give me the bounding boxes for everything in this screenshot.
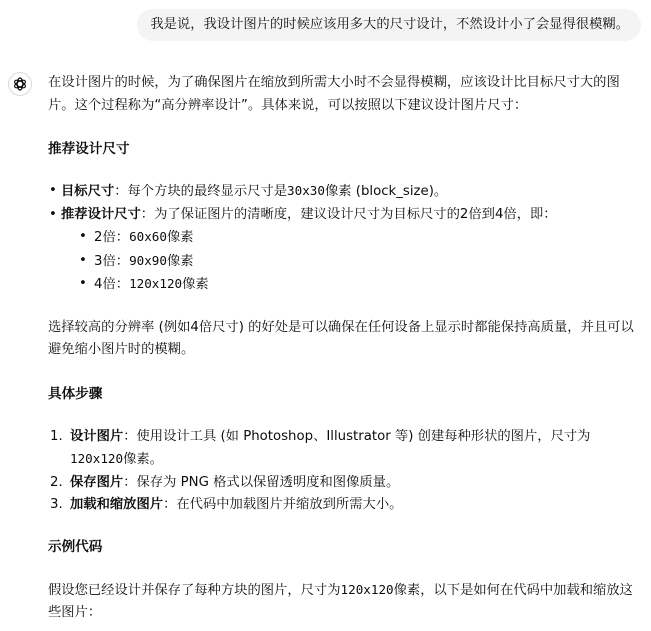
size-multiplier-list bbox=[61, 226, 642, 297]
list-item-text: 每个方块的最终显示尺寸是 bbox=[127, 184, 288, 199]
inline-code: 120x120 bbox=[70, 451, 124, 466]
step-number: 1. bbox=[50, 428, 63, 444]
sub-bullet-marker: • bbox=[79, 252, 87, 268]
step-number: 2. bbox=[50, 474, 63, 490]
step-text: 使用设计工具 (如 Photoshop、Illustrator 等) 创建每种形状的图片，尺寸为 bbox=[136, 428, 591, 444]
bullet-marker: • bbox=[49, 183, 57, 198]
sub-bullet-marker: • bbox=[79, 276, 87, 291]
step-separator: ： bbox=[123, 428, 137, 444]
sub-list-item-suffix: 像素 bbox=[182, 277, 209, 292]
step-item bbox=[48, 472, 642, 495]
section-heading-example-code: 示例代码 bbox=[48, 538, 103, 555]
step-text-post: 像素。 bbox=[123, 452, 163, 467]
sub-list-item-suffix: 像素 bbox=[166, 253, 194, 269]
sub-list-item bbox=[61, 250, 642, 274]
example-text: 假设您已经设计并保存了每种方块的图片，尺寸为 bbox=[48, 582, 341, 598]
step-text: 在代码中加载图片并缩放到所需大小。 bbox=[176, 497, 403, 512]
list-item-separator: ： bbox=[140, 206, 155, 222]
intro-paragraph: 在设计图片的时候，为了确保图片在缩放到所需大小时不会显得模糊，应该设计比目标尺寸大的图片。这个过程称为“高分辨率设计”。具体来说，可以按照以下建议设计图片尺寸： bbox=[48, 75, 620, 113]
inline-code: 120x120 bbox=[340, 581, 394, 597]
user-message-bubble: 我是说，我设计图片的时候应该用多大的尺寸设计，不然设计小了会显得很模糊。 bbox=[137, 9, 641, 41]
inline-code: 90x90 bbox=[129, 252, 167, 268]
step-label: 加载和缩放图片 bbox=[70, 497, 164, 512]
sub-list-item-suffix: 像素 bbox=[166, 230, 194, 245]
step-label: 保存图片 bbox=[70, 474, 124, 490]
step-label: 设计图片 bbox=[70, 428, 124, 444]
list-item bbox=[48, 180, 642, 204]
example-text-post: 像素，以下是如何在代码中加载和缩放这些图片： bbox=[48, 582, 633, 620]
chatgpt-logo-icon bbox=[8, 72, 32, 96]
resolution-paragraph: 选择较高的分辨率 (例如4倍尺寸) 的好处是可以确保在任何设备上显示时都能保持高质量，并且可以避免缩小图片时的模糊。 bbox=[48, 319, 634, 357]
list-item-separator: ： bbox=[114, 184, 128, 199]
sub-list-item-prefix: 2倍： bbox=[94, 230, 130, 245]
section-heading-steps: 具体步骤 bbox=[48, 385, 103, 402]
list-item bbox=[48, 204, 642, 297]
chatgpt-logo-glyph bbox=[12, 76, 28, 92]
sub-list-item bbox=[61, 273, 642, 297]
step-item bbox=[48, 426, 642, 472]
step-item bbox=[48, 494, 642, 517]
example-code-paragraph bbox=[48, 579, 642, 625]
step-number: 3. bbox=[50, 497, 63, 512]
steps-list bbox=[48, 426, 642, 517]
step-separator: ： bbox=[163, 497, 177, 512]
recommended-size-list bbox=[48, 180, 642, 297]
bullet-marker: • bbox=[49, 206, 57, 222]
inline-code: 120x120 bbox=[129, 276, 183, 291]
sub-list-item-prefix: 3倍： bbox=[94, 253, 130, 269]
inline-code: 60x60 bbox=[129, 229, 167, 244]
user-message-row bbox=[137, 9, 641, 41]
list-item-label: 目标尺寸 bbox=[61, 184, 115, 199]
sub-list-item-prefix: 4倍： bbox=[94, 277, 130, 292]
inline-code: 30x30 bbox=[287, 183, 325, 198]
assistant-message bbox=[48, 72, 642, 625]
list-item-label: 推荐设计尺寸 bbox=[61, 206, 141, 222]
step-separator: ： bbox=[123, 474, 137, 490]
section-heading-recommended-size: 推荐设计尺寸 bbox=[48, 141, 130, 157]
step-text: 保存为 PNG 格式以保留透明度和图像质量。 bbox=[136, 474, 400, 490]
list-item-text-post: 像素 (block_size)。 bbox=[324, 184, 448, 199]
list-item-text: 为了保证图片的清晰度，建议设计尺寸为目标尺寸的2倍到4倍，即： bbox=[154, 206, 557, 222]
sub-list-item bbox=[61, 226, 642, 250]
sub-bullet-marker: • bbox=[79, 229, 87, 244]
